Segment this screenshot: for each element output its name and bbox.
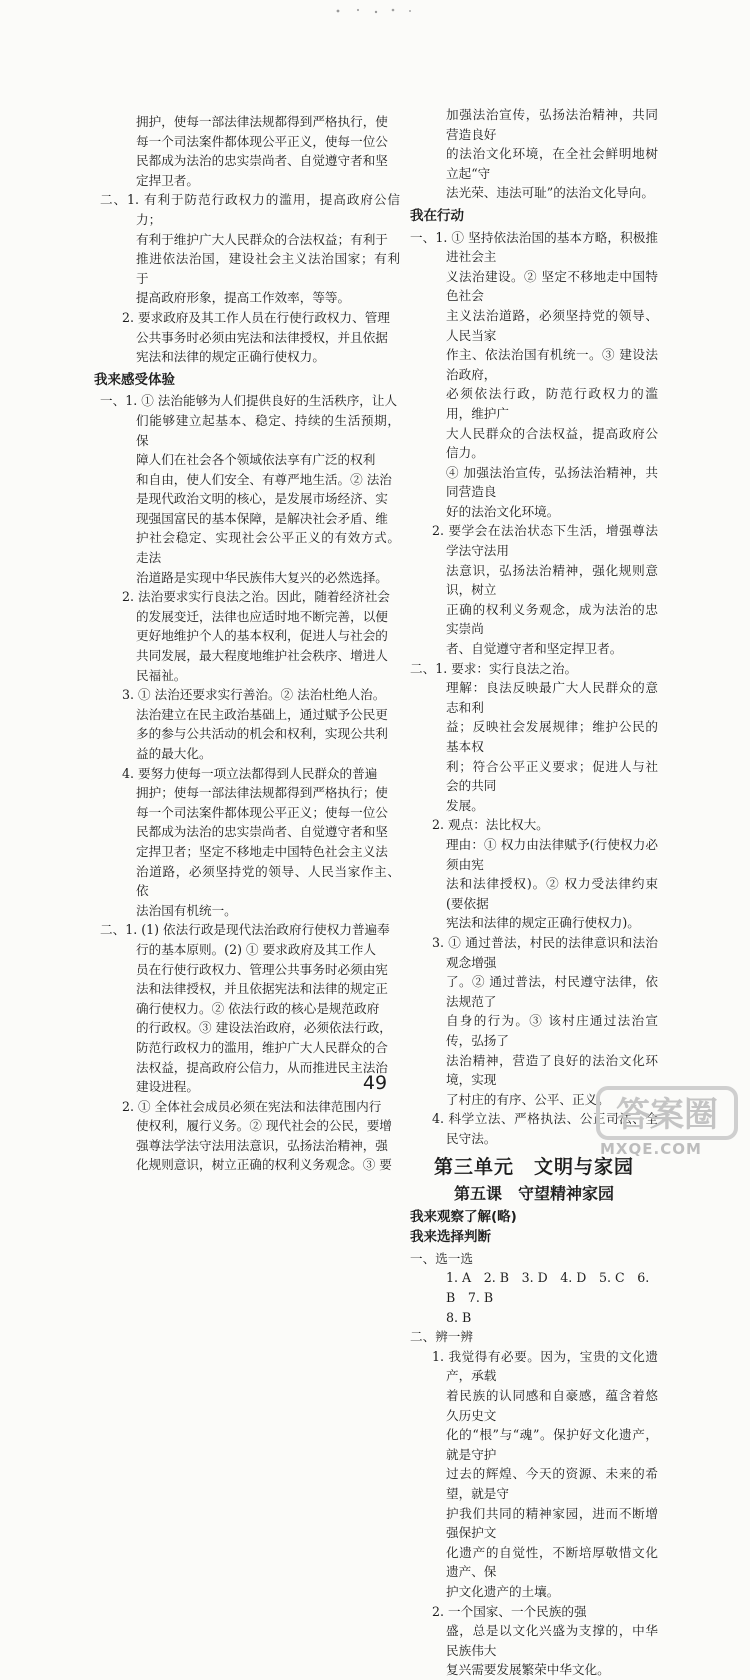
scan-marks (330, 6, 420, 16)
text-line: 着民族的认同感和自豪感，蕴含着悠久历史文 (446, 1388, 658, 1423)
text-line: 法治国有机统一。 (136, 902, 237, 918)
text-line: 大人民群众的合法权益，提高政府公信力。 (446, 425, 658, 461)
text-line: 益的最大化。 (136, 746, 212, 761)
text-line: 的发展变迁，法律也应适时地不断完善，以便 (136, 608, 388, 624)
text-line: 一、1. ① 坚持依法治国的基本方略，积极推进社会主 (410, 229, 658, 265)
text-line: 和自由，使人们安全、有尊严地生活。② 法治 (136, 471, 392, 487)
text-line: 者、自觉遵守者和坚定捍卫者。 (446, 641, 623, 657)
text-line: 了。② 通过普法，村民遵守法律，依法规范了 (446, 974, 658, 1009)
text-line: 化规则意识，树立正确的权利义务观念。③ 要 (136, 1157, 392, 1173)
text-line: 作主、依法治国有机统一。③ 建设法治政府， (446, 347, 658, 382)
text-line: 员在行使行政权力、管理公共事务时必须由宪 (136, 961, 388, 977)
section-heading: 我来选择判断 (410, 1229, 491, 1246)
text-line: 法和法律授权，并且依据宪法和法律的规定正 (136, 981, 388, 997)
text-line: 障人们在社会各个领域依法享有广泛的权利 (136, 452, 376, 468)
text-line: 2. 法治要求实行良法之治。因此，随着经济社会 (122, 589, 390, 605)
text-line: 现强国富民的基本保障，是解决社会矛盾、维 (136, 510, 388, 526)
text-line: 二、1. 要求：实行良法之治。 (410, 660, 578, 676)
text-line: 多的参与公共活动的机会和权利，实现公共利 (136, 726, 388, 742)
section-heading: 我在行动 (410, 207, 464, 224)
text-line: 过去的辉煌、今天的资源、未来的希望，就是守 (446, 1466, 658, 1501)
lesson-title: 第五课 守望精神家园 (453, 1184, 614, 1204)
text-line: 法权益，提高政府公信力，从而推进民主法治 (136, 1059, 388, 1075)
text-line: 护社会稳定、实现社会公平正义的有效方式。走法 (136, 530, 400, 566)
text-line: 拥护；使每一部法律法规都得到严格执行；使 (136, 785, 388, 801)
text-line: 好的法治文化环境。 (446, 503, 560, 519)
text-line: 复兴需要发展繁荣中华文化。 (446, 1662, 610, 1678)
text-line: 义法治建设。② 坚定不移地走中国特色社会 (446, 268, 658, 304)
right-column (410, 105, 658, 1680)
text-line: 推进依法治国，建设社会主义法治国家；有利于 (136, 251, 400, 286)
text-line: 民都成为法治的忠实崇尚者、自觉遵守者和坚 (136, 824, 388, 840)
text-line: 们能够建立起基本、稳定、持续的生活预期，保 (136, 412, 400, 448)
text-line: 二、1. 有利于防范行政权力的滥用，提高政府公信力； (100, 192, 400, 227)
text-line: 是现代政治文明的核心，是发展市场经济、实 (136, 491, 388, 507)
text-line: 二、1. (1) 依法行政是现代法治政府行使权力普遍奉 (100, 922, 390, 938)
text-line: 3. ① 通过普法，村民的法律意识和法治观念增强 (432, 934, 658, 970)
text-line: 一、选一选 (410, 1250, 473, 1266)
text-line: 治道路，必须坚持党的领导、人民当家作主、依 (136, 863, 400, 899)
text-line: 盛，总是以文化兴盛为支撑的，中华民族伟大 (446, 1623, 658, 1658)
text-line: 治道路是实现中华民族伟大复兴的必然选择。 (136, 569, 388, 585)
text-line: 2. ① 全体社会成员必须在宪法和法律范围内行 (122, 1098, 382, 1114)
text-line: 使权利，履行义务。② 现代社会的公民，要增 (136, 1118, 392, 1134)
text-line: 2. 一个国家、一个民族的强 (432, 1603, 587, 1619)
text-line: 二、辨一辨 (410, 1329, 473, 1345)
text-line: 加强法治宣传，弘扬法治精神，共同营造良好 (446, 107, 658, 142)
text-line: 主义法治道路，必须坚持党的领导、人民当家 (446, 307, 658, 343)
text-line: 提高政府形象，提高工作效率，等等。 (136, 290, 351, 306)
text-line: 益；反映社会发展规律；维护公民的基本权 (446, 719, 658, 754)
text-line: 法治精神，营造了良好的法治文化环境，实现 (446, 1052, 658, 1088)
text-line: 2. 要求政府及其工作人员在行使行政权力、管理 (122, 309, 390, 325)
text-line: 有利于维护广大人民群众的合法权益；有利于 (136, 231, 388, 247)
text-line: 法和法律授权)。② 权力受法律约束(要依据 (446, 876, 658, 911)
text-line: 建设进程。 (136, 1079, 199, 1095)
text-line: 8. B (446, 1309, 472, 1325)
text-line: 必须依法行政，防范行政权力的滥用，维护广 (446, 386, 658, 421)
text-line: 的行政权。③ 建设法治政府，必须依法行政， (136, 1020, 392, 1036)
text-line: 3. ① 法治还要求实行善治。② 法治杜绝人治。 (122, 687, 386, 703)
text-line: 自身的行为。③ 该村庄通过法治宣传，弘扬了 (446, 1013, 658, 1048)
text-line: 每一个司法案件都体现公平正义，使每一位公 (136, 133, 388, 149)
text-line: 行的基本原则。(2) ① 要求政府及其工作人 (136, 941, 376, 957)
text-line: 法光荣、违法可耻”的法治文化导向。 (446, 185, 654, 201)
text-line: 1. A 2. B 3. D 4. D 5. C 6. B 7. B (446, 1270, 650, 1306)
page-number: 49 (362, 1072, 388, 1094)
text-line: 1. 我觉得有必要。因为，宝贵的文化遗产，承载 (432, 1348, 658, 1384)
text-line: 护文化遗产的土壤。 (446, 1583, 560, 1599)
text-line: 4. 科学立法、严格执法、公正司法、全民守法。 (432, 1111, 658, 1146)
text-line: 确行使权力。② 依法行政的核心是规范政府 (136, 1000, 380, 1016)
section-heading: 我来感受体验 (94, 371, 175, 388)
text-line: 4. 要努力使每一项立法都得到人民群众的普遍 (122, 765, 378, 781)
text-line: 民都成为法治的忠实崇尚者、自觉遵守者和坚 (136, 153, 388, 169)
text-line: 共同发展，最大程度地维护社会秩序、增进人 (136, 648, 388, 664)
watermark-logo-text: 答案圈 (616, 1095, 718, 1135)
text-line: 正确的权利义务观念，成为法治的忠实崇尚 (446, 601, 658, 637)
text-line: 强尊法学法守法用法意识，弘扬法治精神，强 (136, 1137, 388, 1153)
unit-title: 第三单元 文明与家园 (433, 1156, 634, 1179)
section-heading: 我来观察了解(略) (410, 1208, 517, 1225)
text-line: 的法治文化环境，在全社会鲜明地树立起“守 (446, 146, 658, 181)
text-line: 理解：良法反映最广大人民群众的意志和利 (446, 680, 658, 715)
text-line: 更好地维护个人的基本权利，促进人与社会的 (136, 628, 388, 644)
text-line: 定捍卫者。 (136, 172, 199, 188)
text-line: 2. 观点：法比权大。 (432, 817, 549, 833)
text-line: 公共事务时必须由宪法和法律授权，并且依据 (136, 329, 388, 345)
text-line: 一、1. ① 法治能够为人们提供良好的生活秩序，让人 (100, 393, 398, 409)
text-line: 民福祉。 (136, 667, 187, 683)
text-line: 理由：① 权力由法律赋予(行使权力必须由宪 (446, 836, 658, 872)
text-line: 化遗产的自觉性，不断培厚敬惜文化遗产、保 (446, 1544, 658, 1580)
text-line: ④ 加强法治宣传，弘扬法治精神，共同营造良 (446, 464, 658, 500)
text-line: 防范行政权力的滥用，维护广大人民群众的合 (136, 1039, 388, 1055)
text-line: 每一个司法案件都体现公平正义；使每一位公 (136, 804, 388, 820)
left-column (94, 112, 400, 1175)
text-line: 宪法和法律的规定正确行使权力)。 (446, 915, 640, 931)
text-line: 宪法和法律的规定正确行使权力。 (136, 349, 325, 365)
text-line: 定捍卫者；坚定不移地走中国特色社会主义法 (136, 843, 388, 859)
text-line: 法治建立在民主政治基础上，通过赋予公民更 (136, 706, 388, 722)
text-line: 法意识，弘扬法治精神，强化规则意识，树立 (446, 562, 658, 598)
text-line: 护我们共同的精神家园，进而不断增强保护文 (446, 1505, 658, 1541)
text-line: 化的“根”与“魂”。保护好文化遗产，就是守护 (446, 1427, 658, 1462)
text-line: 拥护，使每一部法律法规都得到严格执行，使 (136, 114, 388, 129)
text-line: 发展。 (446, 797, 484, 813)
text-line: 利；符合公平正义要求；促进人与社会的共同 (446, 758, 658, 794)
text-line: 2. 要学会在法治状态下生活，增强尊法学法守法用 (432, 523, 658, 559)
watermark-url: MXQE.COM (600, 1140, 702, 1158)
text-line: 了村庄的有序、公平、正义。 (446, 1091, 610, 1107)
